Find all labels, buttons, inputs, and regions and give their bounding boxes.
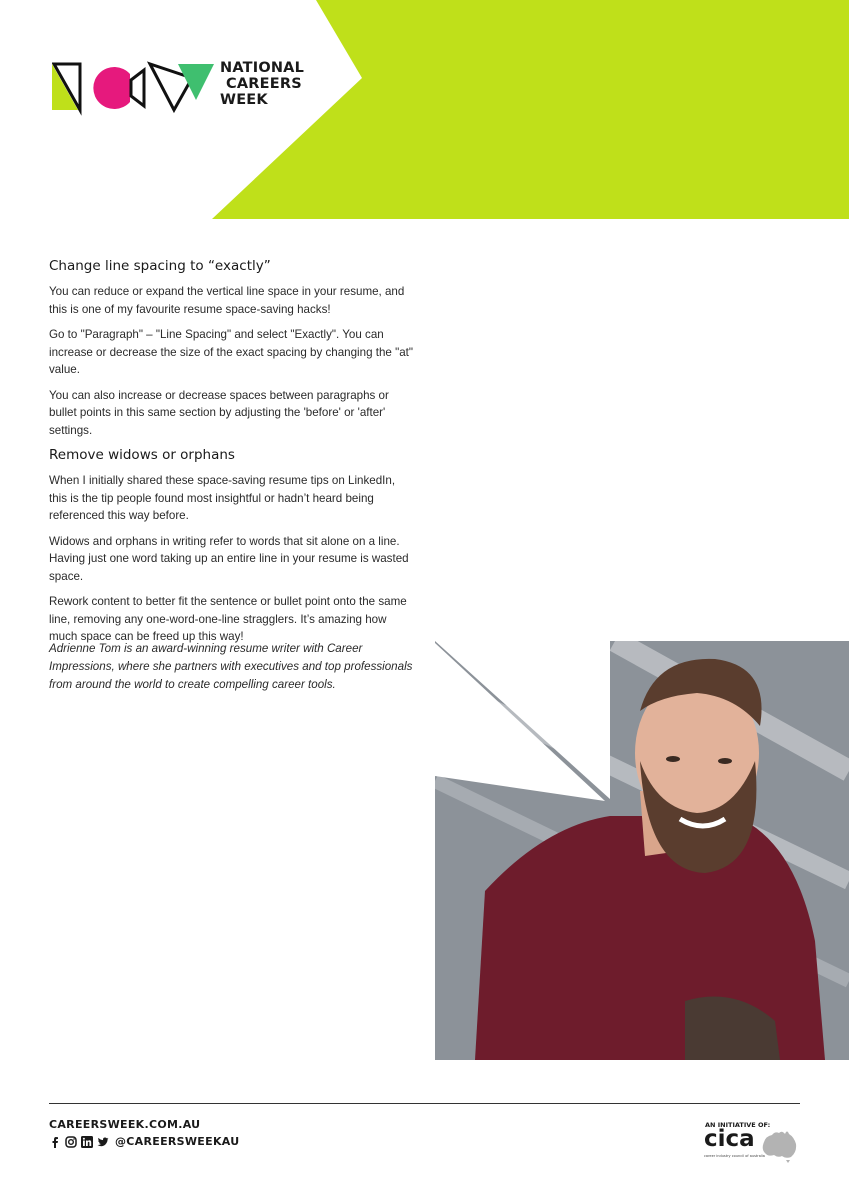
lime-chevron-shape bbox=[212, 0, 849, 219]
brand-line-3: WEEK bbox=[220, 92, 268, 108]
paragraph: You can also increase or decrease spaces between paragraphs or bullet points in this same section by adjusting the 'before' or 'after' settings. bbox=[49, 388, 389, 437]
author-photo bbox=[435, 641, 849, 1060]
facebook-icon[interactable] bbox=[49, 1136, 61, 1148]
paragraph: Widows and orphans in writing refer to words that sit alone on a line. Having just one word taking up an entire line in your resume is wasted space. bbox=[49, 534, 409, 583]
author-bio: Adrienne Tom is an award-winning resume writer with Career Impressions, where she partners with executives and top professionals from around the world to create compelling career tools. bbox=[49, 642, 413, 691]
footer-divider bbox=[49, 1103, 800, 1104]
paragraph: You can reduce or expand the vertical line space in your resume, and this is one of my favourite resume space-saving hacks! bbox=[49, 285, 405, 316]
cica-tagline: career industry council of australia bbox=[704, 1154, 765, 1158]
article-body bbox=[49, 258, 414, 654]
section-heading-line-spacing: Change line spacing to “exactly” bbox=[49, 258, 271, 274]
paragraph: Rework content to better fit the sentence or bullet point onto the same line, removing any one-word-one-line stragglers. It’s amazing how much space can be freed up this way! bbox=[49, 595, 407, 643]
social-handle[interactable]: @CAREERSWEEKAU bbox=[115, 1135, 240, 1148]
website-link[interactable]: CAREERSWEEK.COM.AU bbox=[49, 1118, 201, 1131]
paragraph: When I initially shared these space-saving resume tips on LinkedIn, this is the tip people found most insightful or hadn’t heard being referenced this way before. bbox=[49, 474, 396, 522]
initiative-label: AN INITIATIVE OF: bbox=[705, 1121, 771, 1129]
cica-logo-text: cica bbox=[704, 1126, 755, 1152]
social-links bbox=[49, 1135, 239, 1148]
paragraph: Go to "Paragraph" – "Line Spacing" and select "Exactly". You can increase or decrease the size of the exact spacing by changing the "at" value. bbox=[49, 328, 413, 376]
section-heading-widows-orphans: Remove widows or orphans bbox=[49, 447, 235, 463]
instagram-icon[interactable] bbox=[65, 1136, 77, 1148]
brand-wordmark bbox=[220, 60, 304, 108]
footer-contact bbox=[49, 1118, 239, 1148]
australia-map-icon bbox=[760, 1128, 798, 1164]
twitter-icon[interactable] bbox=[97, 1136, 109, 1148]
linkedin-icon[interactable] bbox=[81, 1136, 93, 1148]
brand-line-1: NATIONAL bbox=[220, 60, 305, 76]
brand-line-2: CAREERS bbox=[226, 76, 302, 92]
